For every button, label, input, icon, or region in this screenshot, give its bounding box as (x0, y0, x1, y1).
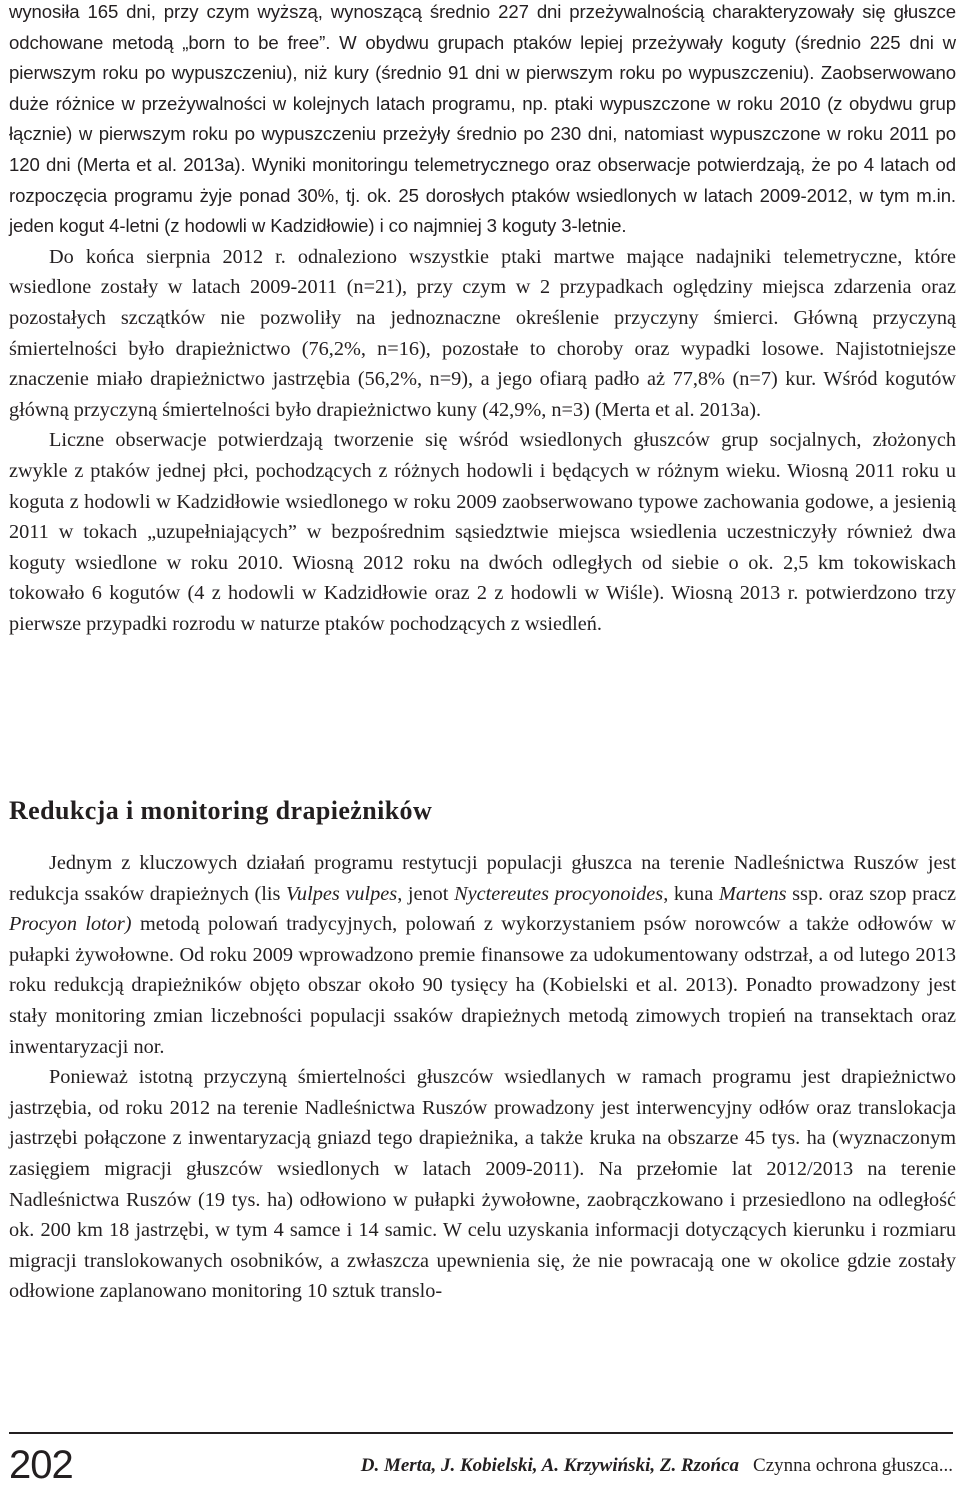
paragraph-goshawk-translocation: Ponieważ istotną przyczyną śmiertelności głuszców wsiedlanych w ramach programu jest drapieżnictwo jastrzębia, od roku 2012 na terenie Nadleśnictwa Ruszów prowadzony jest interwencyjny odłów oraz translokacja jastrzębi połączone z inwentaryzacją gniazd tego drapieżnika, a także kruka na obszarze 45 tys. ha (wyznaczonym zasięgiem migracji głuszców wsiedlonych w latach 2009-2011). Na przełomie lat 2012/2013 na terenie Nadleśnictwa Ruszów (19 tys. ha) odłowiono w pułapki żywołowne, zaobrączkowano i przesiedlono na odległość ok. 200 km 18 jastrzębi, w tym 4 samce i 14 samic. W celu uzyskania informacji dotyczących kierunku i rozmiaru migracji translokowanych osobników, a zwłaszcza upewnienia się, że nie powracają one w okolice gdzie zostały odłowione zaplanowano monitoring 10 sztuk translo- (9, 1066, 956, 1303)
body-text-lower (9, 848, 956, 1307)
paragraph-mortality: Do końca sierpnia 2012 r. odnaleziono wszystkie ptaki martwe mające nadajniki telemetryczne, które wsiedlone zostały w latach 2009-2011 (n=21), przy czym w 2 przypadkach oględziny miejsca zdarzenia oraz pozostałych szczątków nie pozwoliły na jednoznaczne określenie przyczyny śmierci. Główną przyczyną śmiertelności było drapieżnictwo (76,2%, n=16), pozostałe to choroby oraz wypadki losowe. Najistotniejsze znaczenie miało drapieżnictwo jastrzębia (56,2%, n=9), a jego ofiarą padło aż 77,8% (n=7) kur. Wśród kogutów główną przyczyną śmiertelności było drapieżnictwo kuny (42,9%, n=3) (Merta et al. 2013a). (9, 245, 956, 421)
text-run: metodą polowań tradycyjnych, polowań z wykorzystaniem psów norowców a także odłowów w pułapki żywołowne. Od roku 2009 wprowadzono premie finansowe za udokumentowany odstrzał, a od lutego 2013 roku redukcją drapieżników objęto obszar około 90 tysięcy ha (Kobielski et al. 2013). Ponadto prowadzony jest stały monitoring zmian liczebności populacji ssaków drapieżnych metodą zimowych tropień na transektach oraz inwentaryzacji nor. (9, 913, 956, 1058)
footer-title: Czynna ochrona głuszca... (753, 1455, 953, 1476)
paragraph-predator-reduction (9, 848, 956, 1062)
body-text-upper (9, 0, 956, 639)
page-number: 202 (9, 1443, 73, 1487)
section-heading: Redukcja i monitoring drapieżników (9, 796, 433, 825)
text-run: , jenot (397, 882, 455, 905)
page-footer (9, 1442, 953, 1486)
species-name: Vulpes vulpes (286, 882, 398, 905)
text-run: ssp. oraz szop pracz (786, 882, 957, 905)
species-name: Nyctereutes procyonoides (454, 882, 664, 905)
species-name: Procyon lotor) (9, 913, 132, 936)
paragraph-social-groups: Liczne obserwacje potwierdzają tworzenie się wśród wsiedlonych głuszców grup socjalnych, złożonych zwykle z ptaków jednej płci, pochodzących z różnych hodowli i będących w różnym wieku. Wiosną 2011 roku u koguta z hodowli w Kadzidłowie wsiedlonego w roku 2009 zaobserwowano typowe zachowania godowe, a jesienią 2011 w tokach „uzupełniających” w bezpośrednim sąsiedztwie miejsca wsiedlenia uczestniczyły również dwa koguty wsiedlone w roku 2010. Wiosną 2012 roku na dwóch odległych od siebie o ok. 2,5 km tokowiskach tokowało 6 kogutów (4 z hodowli w Kadzidłowie oraz 2 z hodowli w Wiśle). Wiosną 2013 r. potwierdzono trzy pierwsze przypadki rozrodu w naturze ptaków pochodzących z wsiedleń. (9, 429, 956, 635)
text-run: Jednym z kluczowych działań programu restytucji populacji głuszca na terenie Nadleśnictwa Ruszów jest redukcja ssaków drapieżnych (lis (9, 852, 956, 905)
text-run: , kuna (663, 882, 719, 905)
paragraph-survival: wynosiła 165 dni, przy czym wyższą, wynoszącą średnio 227 dni przeżywalnością charakteryzowały się głuszce odchowane metodą „born to be free”. W obydwu grupach ptaków lepiej przeżywały koguty (średnio 225 dni w pierwszym roku po wypuszczeniu), niż kury (średnio 91 dni w pierwszym roku po wypuszczeniu). Zaobserwowano duże różnice w przeżywalności w kolejnych latach programu, np. ptaki wypuszczone w roku 2010 (z obydwu grup łącznie) w pierwszym roku po wypuszczeniu przeżyły średnio po 230 dni, natomiast wypuszczone w roku 2011 po 120 dni (Merta et al. 2013a). Wyniki monitoringu telemetrycznego oraz obserwacje potwierdzają, że po 4 latach od rozpoczęcia programu żyje ponad 30%, tj. ok. 25 dorosłych ptaków wsiedlonych w latach 2009-2012, w tym m.in. jeden kogut 4-letni (z hodowli w Kadzidłowie) i co najmniej 3 koguty 3-letnie. (9, 1, 956, 237)
species-name: Martens (718, 882, 787, 905)
footer-authors: D. Merta, J. Kobielski, A. Krzywiński, Z. Rzońca (360, 1455, 740, 1476)
footer-divider (9, 1432, 953, 1434)
running-footer (361, 1454, 953, 1478)
